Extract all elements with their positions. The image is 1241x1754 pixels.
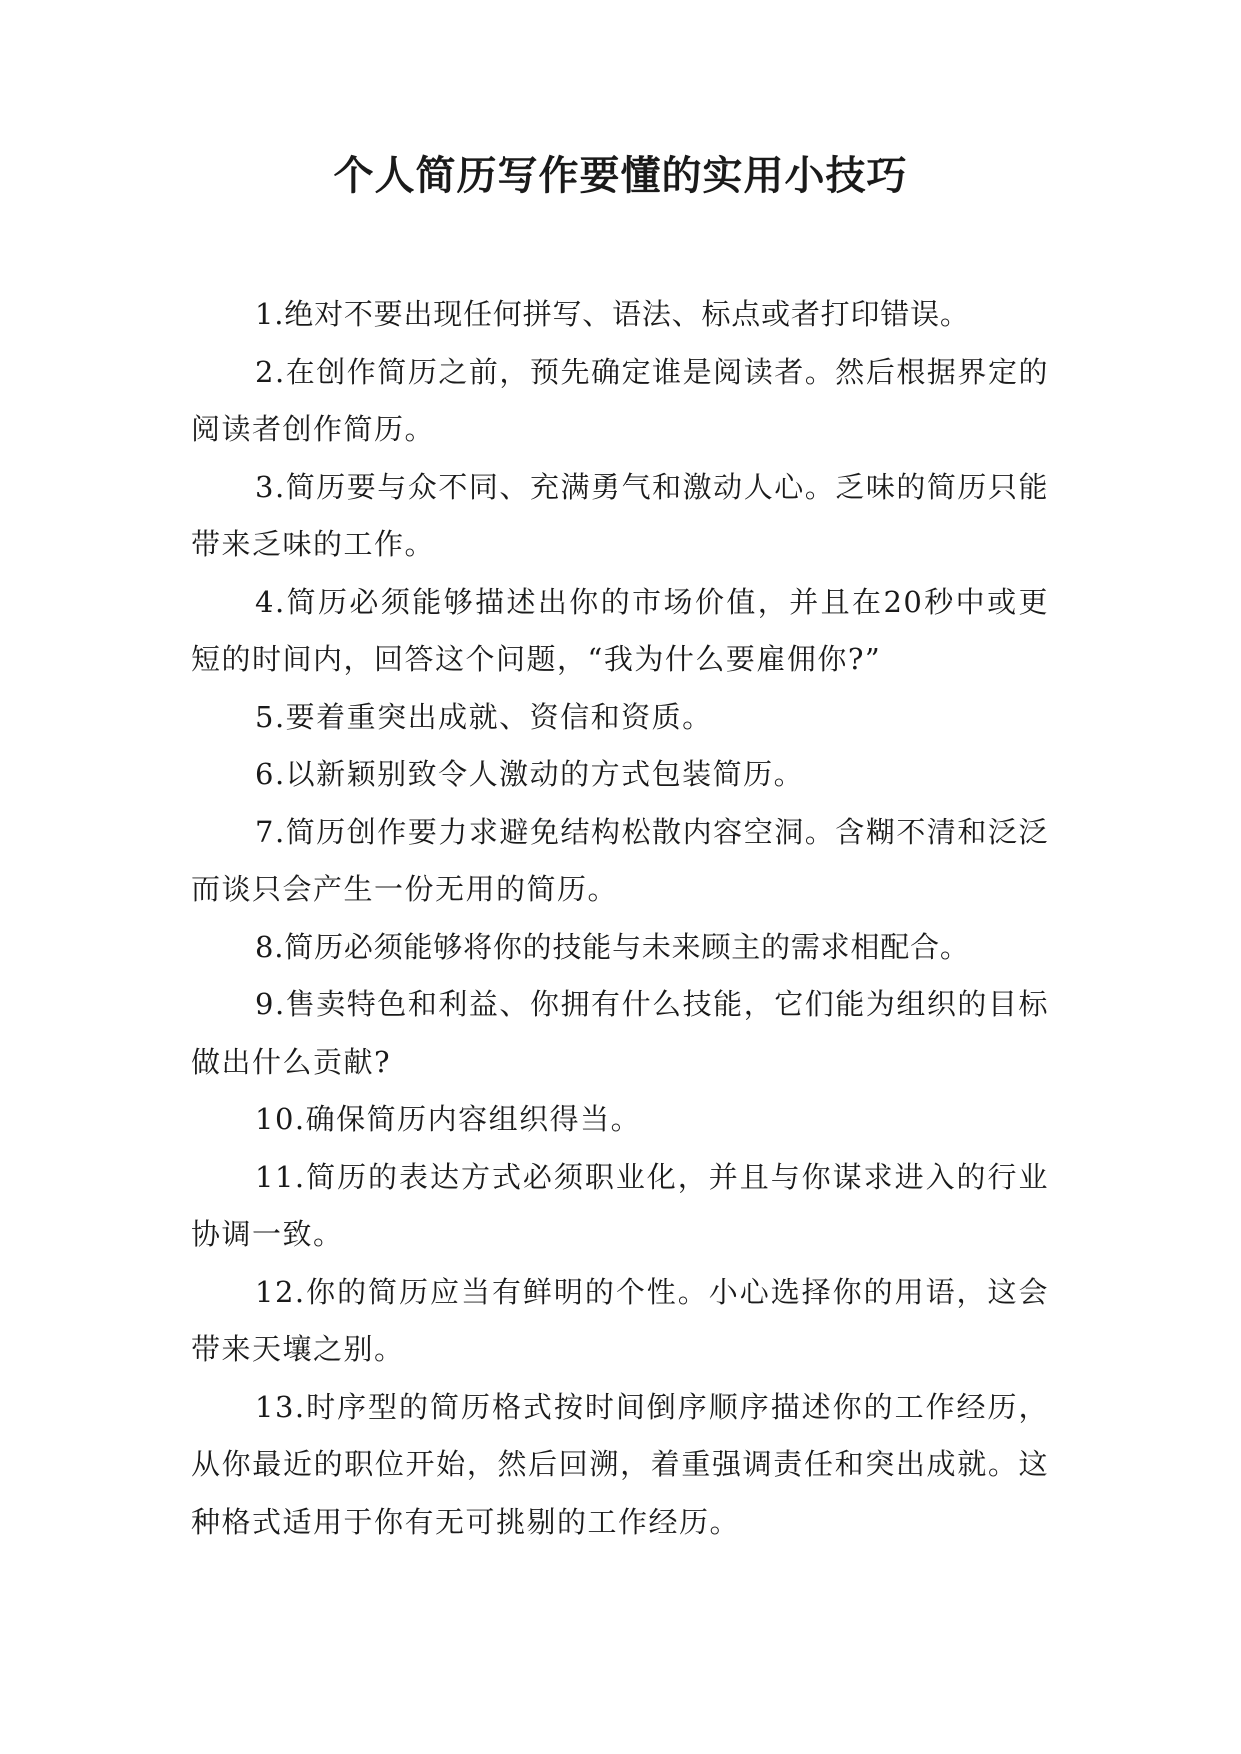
paragraph-tip-5: 5.要着重突出成就、资信和资质。 (255, 699, 713, 734)
paragraph-tip-6: 6.以新颖别致令人激动的方式包装简历。 (255, 757, 805, 791)
paragraph-tip-11: 11.简历的表达方式必须职业化，并且与你谋求进入的行业协调一致。 (191, 1159, 1049, 1251)
paragraph-tip-4: 4.简历必须能够描述出你的市场价值，并且在20秒中或更短的时间内，回答这个问题，“我为什么要雇佣你?” (191, 584, 1049, 676)
paragraph-tip-1: 1.绝对不要出现任何拼写、语法、标点或者打印错误。 (255, 297, 970, 331)
paragraph-tip-12: 12.你的简历应当有鲜明的个性。小心选择你的用语，这会带来天壤之别。 (191, 1274, 1049, 1366)
paragraph-tip-2: 2.在创作简历之前，预先确定谁是阅读者。然后根据界定的阅读者创作简历。 (191, 354, 1049, 446)
paragraph-tip-10: 10.确保简历内容组织得当。 (255, 1102, 642, 1136)
paragraph-tip-7: 7.简历创作要力求避免结构松散内容空洞。含糊不清和泛泛而谈只会产生一份无用的简历。 (191, 814, 1049, 906)
paragraph-tip-3: 3.简历要与众不同、充满勇气和激动人心。乏味的简历只能带来乏味的工作。 (191, 469, 1049, 561)
paragraph-tip-13: 13.时序型的简历格式按时间倒序顺序描述你的工作经历，从你最近的职位开始，然后回溯，着重强调责任和突出成就。这种格式适用于你有无可挑剔的工作经历。 (191, 1389, 1049, 1539)
document-body (191, 286, 1049, 1551)
document-title: 个人简历写作要懂的实用小技巧 (333, 153, 908, 199)
paragraph-tip-9: 9.售卖特色和利益、你拥有什么技能，它们能为组织的目标做出什么贡献? (191, 987, 1049, 1079)
paragraph-tip-8: 8.简历必须能够将你的技能与未来顾主的需求相配合。 (255, 929, 970, 964)
